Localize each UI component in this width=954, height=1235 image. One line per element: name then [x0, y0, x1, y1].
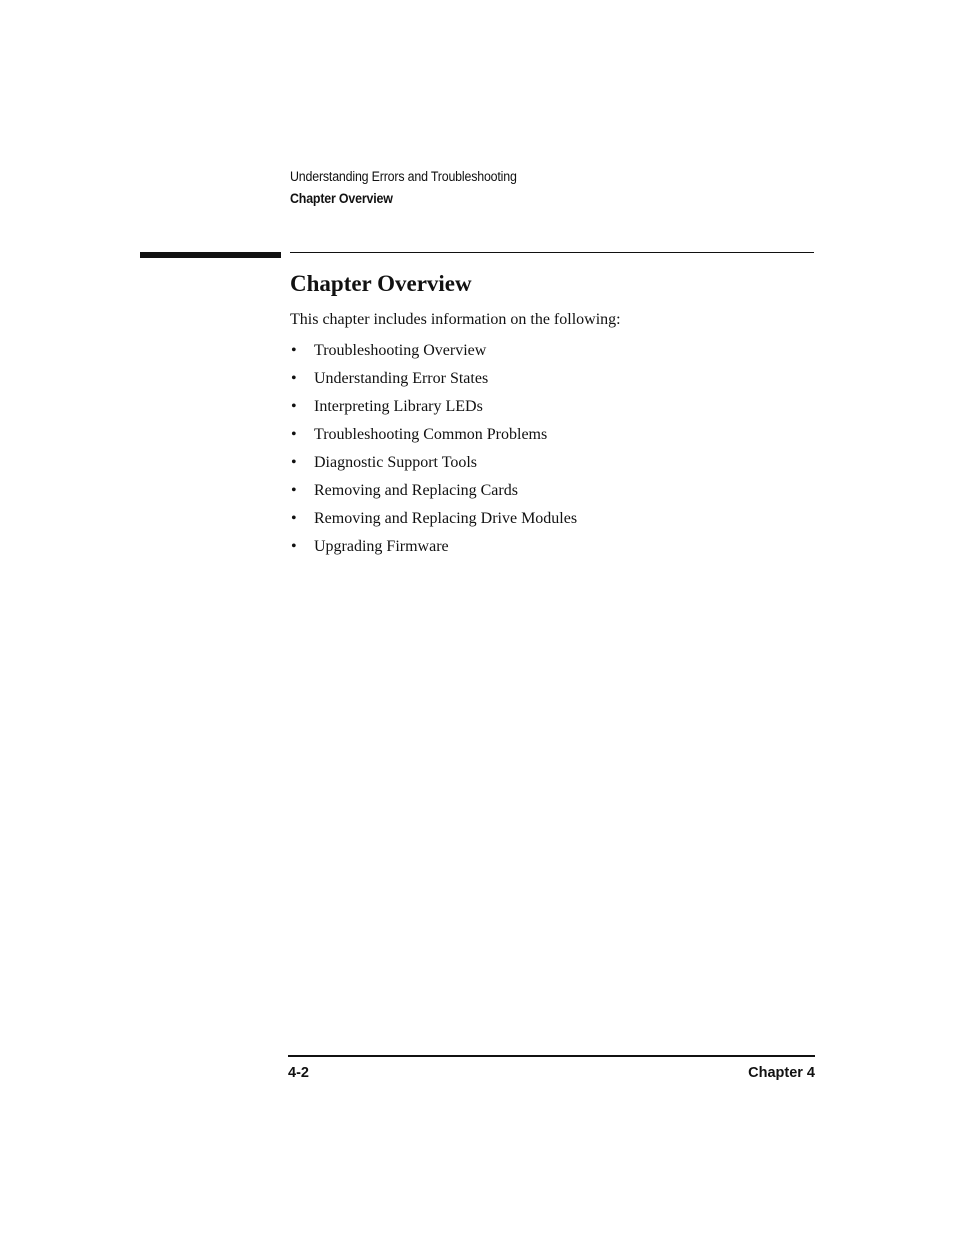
- footer-rule: [288, 1055, 815, 1057]
- list-item: [290, 396, 577, 424]
- bullet-icon: •: [291, 342, 297, 359]
- list-item: [290, 508, 577, 536]
- bullet-icon: •: [291, 426, 297, 443]
- bullet-icon: •: [291, 370, 297, 387]
- list-item: [290, 340, 577, 368]
- bullet-icon: •: [291, 454, 297, 471]
- running-head: [290, 166, 517, 210]
- list-item-text: Troubleshooting Common Problems: [314, 426, 548, 443]
- page-footer: [288, 1063, 815, 1083]
- footer-chapter-label: Chapter 4: [748, 1065, 815, 1081]
- list-item-text: Upgrading Firmware: [314, 538, 449, 555]
- list-item: [290, 452, 577, 480]
- list-item-text: Understanding Error States: [314, 370, 489, 387]
- running-head-section: Chapter Overview: [290, 191, 393, 206]
- intro-paragraph: This chapter includes information on the following:: [290, 311, 621, 328]
- running-head-chapter: Understanding Errors and Troubleshooting: [290, 169, 517, 184]
- list-item-text: Troubleshooting Overview: [314, 342, 487, 359]
- list-item-text: Diagnostic Support Tools: [314, 454, 478, 471]
- list-item-text: Removing and Replacing Drive Modules: [314, 510, 578, 527]
- bullet-icon: •: [291, 510, 297, 527]
- bullet-icon: •: [291, 482, 297, 499]
- list-item: [290, 480, 577, 508]
- topic-list: [290, 340, 577, 564]
- page-title: Chapter Overview: [290, 271, 472, 296]
- heading-rule: [290, 252, 814, 253]
- list-item-text: Removing and Replacing Cards: [314, 482, 518, 499]
- list-item: [290, 424, 577, 452]
- list-item-text: Interpreting Library LEDs: [314, 398, 483, 415]
- list-item: [290, 368, 577, 396]
- page-number: 4-2: [288, 1065, 309, 1081]
- bullet-icon: •: [291, 538, 297, 555]
- list-item: [290, 536, 577, 564]
- section-marker-bar: [140, 252, 281, 258]
- bullet-icon: •: [291, 398, 297, 415]
